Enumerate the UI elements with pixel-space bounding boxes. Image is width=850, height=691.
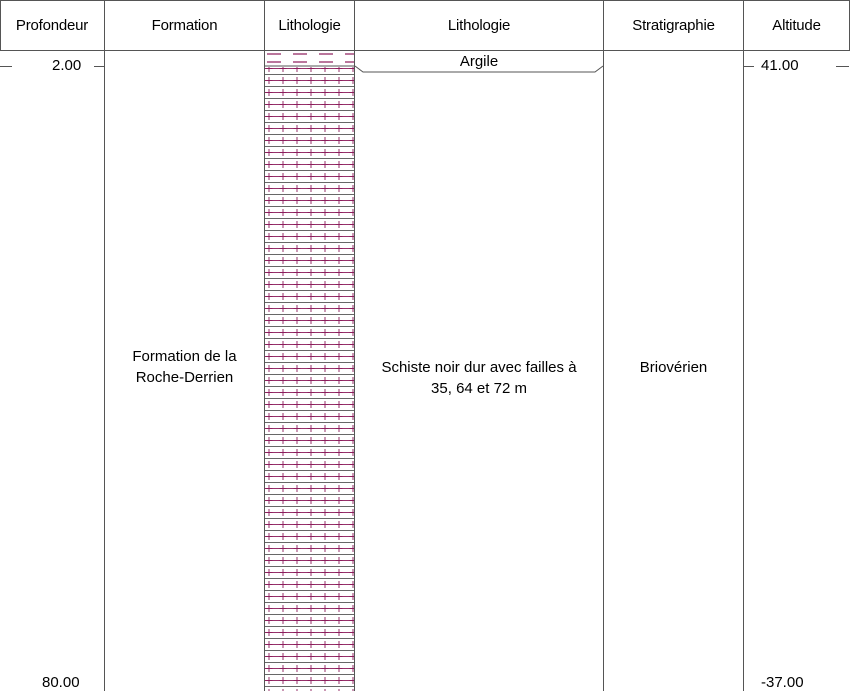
column-separator	[743, 0, 744, 691]
depth-tick-top-right	[94, 66, 104, 67]
column-separator	[354, 0, 355, 691]
altitude-top-label: 41.00	[761, 57, 799, 74]
header-altitude: Altitude	[772, 16, 821, 34]
formation-name	[105, 346, 264, 388]
depth-bottom-label: 80.00	[42, 674, 80, 691]
depth-tick-top	[0, 66, 12, 67]
main-layer-description	[355, 357, 603, 399]
main-layer-line-1: Schiste noir dur avec failles à	[381, 359, 577, 376]
header-lithology-description: Lithologie	[447, 16, 511, 34]
lithology-pattern-column	[265, 51, 354, 691]
header-stratigraphy: Stratigraphie	[632, 16, 715, 34]
formation-line-1: Formation de la	[132, 348, 237, 365]
header-depth: Profondeur	[15, 16, 89, 34]
column-separator	[603, 0, 604, 691]
clay-pattern	[265, 51, 354, 66]
altitude-tick-top-right	[836, 66, 849, 67]
schist-pattern	[265, 67, 354, 691]
top-layer-label: Argile	[459, 53, 499, 70]
main-layer-line-2: 35, 64 et 72 m	[431, 380, 527, 397]
depth-top-label: 2.00	[52, 57, 82, 74]
stratigraphy-unit: Briovérien	[639, 359, 708, 376]
altitude-tick-top-left	[744, 66, 754, 67]
formation-line-2: Roche-Derrien	[135, 369, 234, 386]
header-lithology-pattern: Lithologie	[278, 16, 341, 34]
header-formation: Formation	[151, 16, 218, 34]
altitude-bottom-label: -37.00	[761, 674, 804, 691]
